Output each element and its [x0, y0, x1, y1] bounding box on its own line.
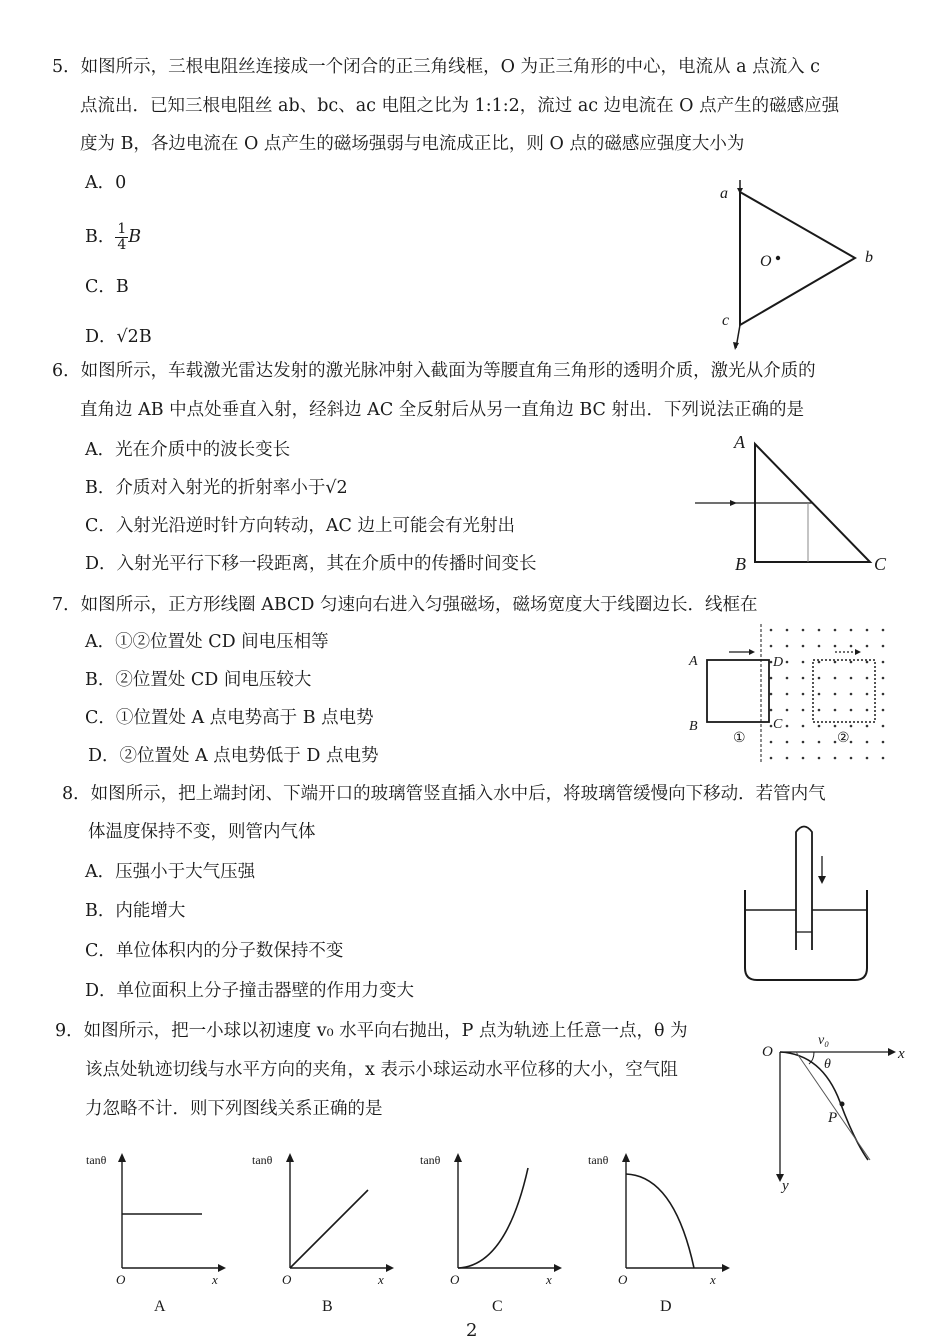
q8-tube-beaker-figure — [740, 818, 875, 988]
field-dot — [770, 741, 773, 744]
field-dot — [834, 677, 837, 680]
graph-b-xlabel: x — [378, 1272, 384, 1287]
field-dot — [850, 757, 853, 760]
q5-option-a: A．0 — [85, 173, 127, 193]
field-dot — [802, 661, 805, 664]
field-dot — [818, 645, 821, 648]
field-dot — [802, 629, 805, 632]
graph-b-origin: O — [282, 1272, 292, 1287]
field-dot — [866, 741, 869, 744]
q7-option-c: C．①位置处 A 点电势高于 B 点电势 — [85, 708, 374, 728]
q8-stem-line2: 体温度保持不变，则管内气体 — [88, 822, 316, 842]
q9-graph-d — [584, 1148, 734, 1318]
graph-b-ylabel: tanθ — [252, 1153, 273, 1167]
label-D: D — [773, 655, 784, 670]
field-dot — [786, 629, 789, 632]
q7-coil-field-figure — [685, 622, 900, 767]
label-A: A — [689, 654, 698, 669]
field-dot — [834, 741, 837, 744]
field-dot — [818, 741, 821, 744]
field-dot — [818, 629, 821, 632]
field-dot — [882, 709, 885, 712]
field-dot — [850, 661, 853, 664]
label-A: A — [734, 432, 745, 452]
field-dot — [850, 741, 853, 744]
q6-option-c: C．入射光沿逆时针方向转动，AC 边上可能会有光射出 — [85, 516, 515, 536]
field-dot — [850, 709, 853, 712]
field-dot — [850, 677, 853, 680]
graph-d-caption: D — [660, 1298, 672, 1315]
field-dot — [802, 741, 805, 744]
field-dot — [786, 693, 789, 696]
q7-option-b: B．②位置处 CD 间电压较大 — [85, 670, 312, 690]
q6-prism-figure — [690, 432, 900, 577]
fraction: $\frac{1}{4}$ — [117, 221, 127, 253]
field-dot — [802, 725, 805, 728]
label-O: O — [762, 1044, 773, 1060]
field-dot — [834, 725, 837, 728]
label-v0: v₀ — [818, 1033, 830, 1048]
field-dot — [818, 677, 821, 680]
field-dot — [770, 725, 773, 728]
field-dot — [786, 725, 789, 728]
field-dot — [818, 709, 821, 712]
field-dot — [770, 677, 773, 680]
q6-option-d: D．入射光平行下移一段距离，其在介质中的传播时间变长 — [85, 554, 537, 574]
field-dot — [882, 661, 885, 664]
label-c: c — [722, 312, 730, 329]
q6-option-a: A．光在介质中的波长变长 — [85, 440, 291, 460]
field-dot — [786, 709, 789, 712]
label-B: B — [735, 554, 746, 574]
field-dot — [802, 709, 805, 712]
graph-c-ylabel: tanθ — [420, 1153, 441, 1167]
field-dot — [802, 757, 805, 760]
field-dot — [882, 645, 885, 648]
q9-projectile-figure — [760, 1030, 910, 1195]
label-pos1: ① — [733, 731, 746, 746]
field-dot — [850, 645, 853, 648]
field-dot — [866, 629, 869, 632]
field-dot — [882, 629, 885, 632]
q6-stem-line1: 6．如图所示，车载激光雷达发射的激光脉冲射入截面为等腰直角三角形的透明介质，激光从介质的 — [52, 361, 816, 381]
field-dot — [802, 677, 805, 680]
field-dot — [866, 757, 869, 760]
field-dot — [866, 661, 869, 664]
field-dot — [770, 709, 773, 712]
q8-option-b: B．内能增大 — [85, 901, 186, 921]
field-dot — [866, 677, 869, 680]
field-dot — [818, 661, 821, 664]
field-dot — [882, 757, 885, 760]
field-dot — [834, 629, 837, 632]
field-dot — [866, 709, 869, 712]
field-dot — [786, 645, 789, 648]
q9-stem-line3: 力忽略不计．则下列图线关系正确的是 — [85, 1099, 383, 1119]
q5-stem-line3: 度为 B，各边电流在 O 点产生的磁场强弱与电流成正比，则 O 点的磁感应强度大小为 — [80, 134, 745, 154]
field-dot — [770, 645, 773, 648]
page-number: 2 — [466, 1320, 478, 1341]
q9-stem-line2: 该点处轨迹切线与水平方向的夹角，x 表示小球运动水平位移的大小，空气阻 — [85, 1060, 678, 1080]
field-dot — [786, 741, 789, 744]
q5-option-c: C．B — [85, 277, 129, 297]
field-dot — [770, 757, 773, 760]
field-dot — [850, 629, 853, 632]
field-dot — [882, 725, 885, 728]
field-dot — [786, 757, 789, 760]
field-dot — [834, 645, 837, 648]
field-dot — [834, 693, 837, 696]
graph-d-xlabel: x — [710, 1272, 716, 1287]
graph-c-caption: C — [492, 1298, 503, 1315]
q5-option-b: B． $\frac{1}{4}$ B — [85, 221, 142, 253]
q7-option-a: A．①②位置处 CD 间电压相等 — [85, 632, 329, 652]
field-dot — [850, 693, 853, 696]
field-dot — [866, 725, 869, 728]
label-pos2: ② — [837, 731, 850, 746]
q9-graph-b — [248, 1148, 398, 1318]
field-dot — [834, 757, 837, 760]
graph-a-xlabel: x — [212, 1272, 218, 1287]
field-dot — [834, 661, 837, 664]
q9-graph-c — [416, 1148, 566, 1318]
label-y: y — [782, 1178, 789, 1194]
label-o: O — [760, 253, 772, 270]
q5-stem-line2: 点流出．已知三根电阻丝 ab、bc、ac 电阻之比为 1:1:2，流过 ac 边电流在 O 点产生的磁感应强 — [80, 96, 840, 116]
q8-option-c: C．单位体积内的分子数保持不变 — [85, 941, 344, 961]
field-dot — [786, 677, 789, 680]
label-x: x — [898, 1046, 905, 1062]
field-dot — [882, 741, 885, 744]
field-dot — [850, 725, 853, 728]
q7-option-d: D．②位置处 A 点电势低于 D 点电势 — [88, 746, 379, 766]
field-dot — [882, 677, 885, 680]
q6-stem-line2: 直角边 AB 中点处垂直入射，经斜边 AC 全反射后从另一直角边 BC 射出．下列说法正确的是 — [80, 400, 804, 420]
q8-option-d: D．单位面积上分子撞击器壁的作用力变大 — [85, 981, 415, 1001]
graph-d-origin: O — [618, 1272, 628, 1287]
graph-b-caption: B — [322, 1298, 333, 1315]
label-b: b — [865, 249, 873, 266]
label-C: C — [773, 717, 783, 732]
graph-c-xlabel: x — [546, 1272, 552, 1287]
field-dot — [770, 661, 773, 664]
field-dot — [818, 693, 821, 696]
field-dot — [786, 661, 789, 664]
q5-triangle-figure — [710, 180, 900, 355]
graph-a-caption: A — [154, 1298, 166, 1315]
field-dot — [866, 693, 869, 696]
graph-d-ylabel: tanθ — [588, 1153, 609, 1167]
q6-option-b: B．介质对入射光的折射率小于√2 — [85, 478, 348, 498]
graph-a-ylabel: tanθ — [86, 1153, 107, 1167]
field-dot — [818, 757, 821, 760]
q5-stem-line1: 5．如图所示，三根电阻丝连接成一个闭合的正三角线框，O 为正三角形的中心，电流从 a 点流入 c — [52, 57, 820, 77]
q7-stem-line1: 7．如图所示，正方形线圈 ABCD 匀速向右进入匀强磁场，磁场宽度大于线圈边长．线框在 — [52, 595, 758, 615]
field-dot — [802, 693, 805, 696]
q9-graph-a — [80, 1148, 230, 1318]
graph-c-origin: O — [450, 1272, 460, 1287]
field-dot — [802, 645, 805, 648]
field-dot — [818, 725, 821, 728]
label-theta: θ — [824, 1057, 831, 1072]
label-B: B — [689, 719, 698, 734]
label-a: a — [720, 185, 728, 202]
field-dot — [834, 709, 837, 712]
graph-a-origin: O — [116, 1272, 126, 1287]
q5-option-d: D．√2B — [85, 327, 152, 347]
field-dot — [882, 693, 885, 696]
q9-stem-line1: 9．如图所示，把一小球以初速度 v₀ 水平向右抛出，P 点为轨迹上任意一点，θ 为 — [55, 1021, 688, 1041]
field-dot — [866, 645, 869, 648]
field-dot — [770, 693, 773, 696]
q8-option-a: A．压强小于大气压强 — [85, 862, 256, 882]
q8-stem-line1: 8．如图所示，把上端封闭、下端开口的玻璃管竖直插入水中后，将玻璃管缓慢向下移动．若管内气 — [62, 784, 826, 804]
field-dot — [770, 629, 773, 632]
label-C: C — [874, 554, 887, 574]
label-P: P — [828, 1110, 838, 1126]
